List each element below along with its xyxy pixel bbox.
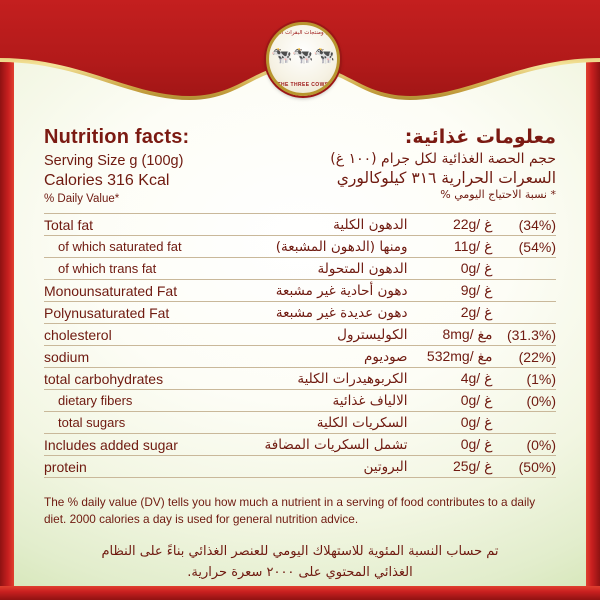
nutrient-name-en: Includes added sugar xyxy=(44,436,178,453)
nutrition-table xyxy=(44,213,556,478)
nutrient-name-ar: الكوليسترول xyxy=(337,326,408,343)
nutrient-name-ar: ومنها (الدهون المشبعة) xyxy=(275,238,408,255)
calories-en: Calories 316 Kcal xyxy=(44,172,170,189)
nutrient-amount: 0g/ غ xyxy=(460,414,493,430)
nutrient-name-en: Monounsaturated Fat xyxy=(44,282,178,299)
nutrient-name-en: Total fat xyxy=(44,216,94,233)
nutrient-amount: 532mg/ مغ xyxy=(426,348,493,364)
nutrient-name-ar: الدهون الكلية xyxy=(333,216,408,233)
header-arabic xyxy=(330,126,556,201)
nutrient-name-en: dietary fibers xyxy=(58,393,133,408)
table-row xyxy=(44,412,556,434)
nutrient-name-en: total carbohydrates xyxy=(44,370,164,387)
nutrient-percent: (0%) xyxy=(526,436,556,453)
header-block xyxy=(44,126,556,205)
serving-size-ar: حجم الحصة الغذائية لكل جرام (١٠٠ غ) xyxy=(330,151,556,167)
table-row xyxy=(44,280,556,302)
nutrient-amount: 9g/ غ xyxy=(460,282,493,298)
calories-ar: السعرات الحرارية ٣١٦ كيلوكالوري xyxy=(336,169,556,187)
nutrient-name-ar: دهون أحادية غير مشبعة xyxy=(275,282,408,299)
nutrient-name-en: total sugars xyxy=(58,415,126,430)
logo-brand-text: THE THREE COWS xyxy=(277,82,329,88)
nutrient-percent: (1%) xyxy=(526,370,556,387)
nutrient-percent: (0%) xyxy=(526,392,556,409)
table-row xyxy=(44,346,556,368)
table-row xyxy=(44,456,556,478)
nutrient-amount: 4g/ غ xyxy=(460,370,493,386)
header-english xyxy=(44,126,189,205)
table-row xyxy=(44,368,556,390)
table-row xyxy=(44,302,556,324)
nutrient-name-ar: صوديوم xyxy=(363,348,408,365)
border-left xyxy=(0,0,14,600)
nutrient-name-ar: السكريات الكلية xyxy=(316,414,408,431)
nutrient-name-ar: تشمل السكريات المضافة xyxy=(264,436,408,453)
table-row xyxy=(44,390,556,412)
nutrient-percent xyxy=(492,302,556,324)
nutrient-percent: (22%) xyxy=(518,348,556,365)
nutrient-name-en: protein xyxy=(44,458,87,475)
border-bottom xyxy=(0,586,600,600)
daily-value-en: % Daily Value* xyxy=(44,193,120,205)
nutrient-percent xyxy=(492,280,556,302)
nutrient-amount: 11g/ غ xyxy=(453,238,493,254)
daily-value-note-ar xyxy=(44,542,556,584)
nutrient-percent: (54%) xyxy=(518,238,556,255)
nutrient-amount: 25g/ غ xyxy=(452,458,493,474)
three-cows-icon: 🐄🐄🐄 xyxy=(271,46,335,65)
table-row xyxy=(44,434,556,456)
nutrient-percent: (50%) xyxy=(518,458,556,475)
nutrient-amount: 0g/ غ xyxy=(460,260,493,276)
daily-value-ar: * نسبة الاحتياج اليومي % xyxy=(440,188,556,201)
table-row xyxy=(44,236,556,258)
nutrient-name-ar: الكربوهيدرات الكلية xyxy=(297,370,408,387)
nutrient-amount: 22g/ غ xyxy=(452,216,493,232)
page-title-en: Nutrition facts: xyxy=(44,126,190,148)
nutrient-percent: (31.3%) xyxy=(506,326,556,343)
nutrient-name-ar: البروتين xyxy=(363,458,408,475)
table-row xyxy=(44,324,556,346)
nutrition-table-body xyxy=(44,214,556,478)
logo-top-text: ألبان ومنتجات البقرات الثلاث xyxy=(270,30,336,36)
nutrient-percent xyxy=(492,412,556,434)
label-content xyxy=(44,126,556,584)
nutrient-name-en: sodium xyxy=(44,348,90,365)
serving-size-en: Serving Size g (100g) xyxy=(44,153,184,169)
table-row xyxy=(44,214,556,236)
nutrient-name-en: of which trans fat xyxy=(58,261,157,276)
border-right xyxy=(586,0,600,600)
daily-value-note-en: The % daily value (DV) tells you how much a nutrient in a serving of food contributes to a daily diet. 2000 calories a day is used for general nutrition advice. xyxy=(44,495,536,527)
nutrient-name-ar: الدهون المتحولة xyxy=(317,260,408,277)
daily-value-note-ar-line2: الغذائي المحتوي على ٢٠٠٠ سعرة حرارية. xyxy=(187,564,413,580)
nutrient-name-en: cholesterol xyxy=(44,326,112,343)
brand-logo xyxy=(266,22,340,96)
table-row xyxy=(44,258,556,280)
nutrient-percent xyxy=(492,258,556,280)
nutrient-amount: 0g/ غ xyxy=(460,436,493,452)
nutrient-name-ar: الالياف غذائية xyxy=(332,392,408,409)
nutrient-amount: 0g/ غ xyxy=(460,392,493,408)
footer-block xyxy=(44,494,556,584)
daily-value-note-ar-line1: تم حساب النسبة المئوية للاستهلاك اليومي للعنصر الغذائي بناءً على النظام xyxy=(101,544,499,560)
nutrient-name-ar: دهون عديدة غير مشبعة xyxy=(275,304,408,321)
nutrient-name-en: of which saturated fat xyxy=(58,239,182,254)
nutrient-amount: 8mg/ مغ xyxy=(442,326,493,342)
page-title-ar: معلومات غذائية: xyxy=(404,126,556,148)
nutrient-name-en: Polynusaturated Fat xyxy=(44,304,170,321)
nutrient-percent: (34%) xyxy=(518,216,556,233)
nutrient-amount: 2g/ غ xyxy=(460,304,493,320)
